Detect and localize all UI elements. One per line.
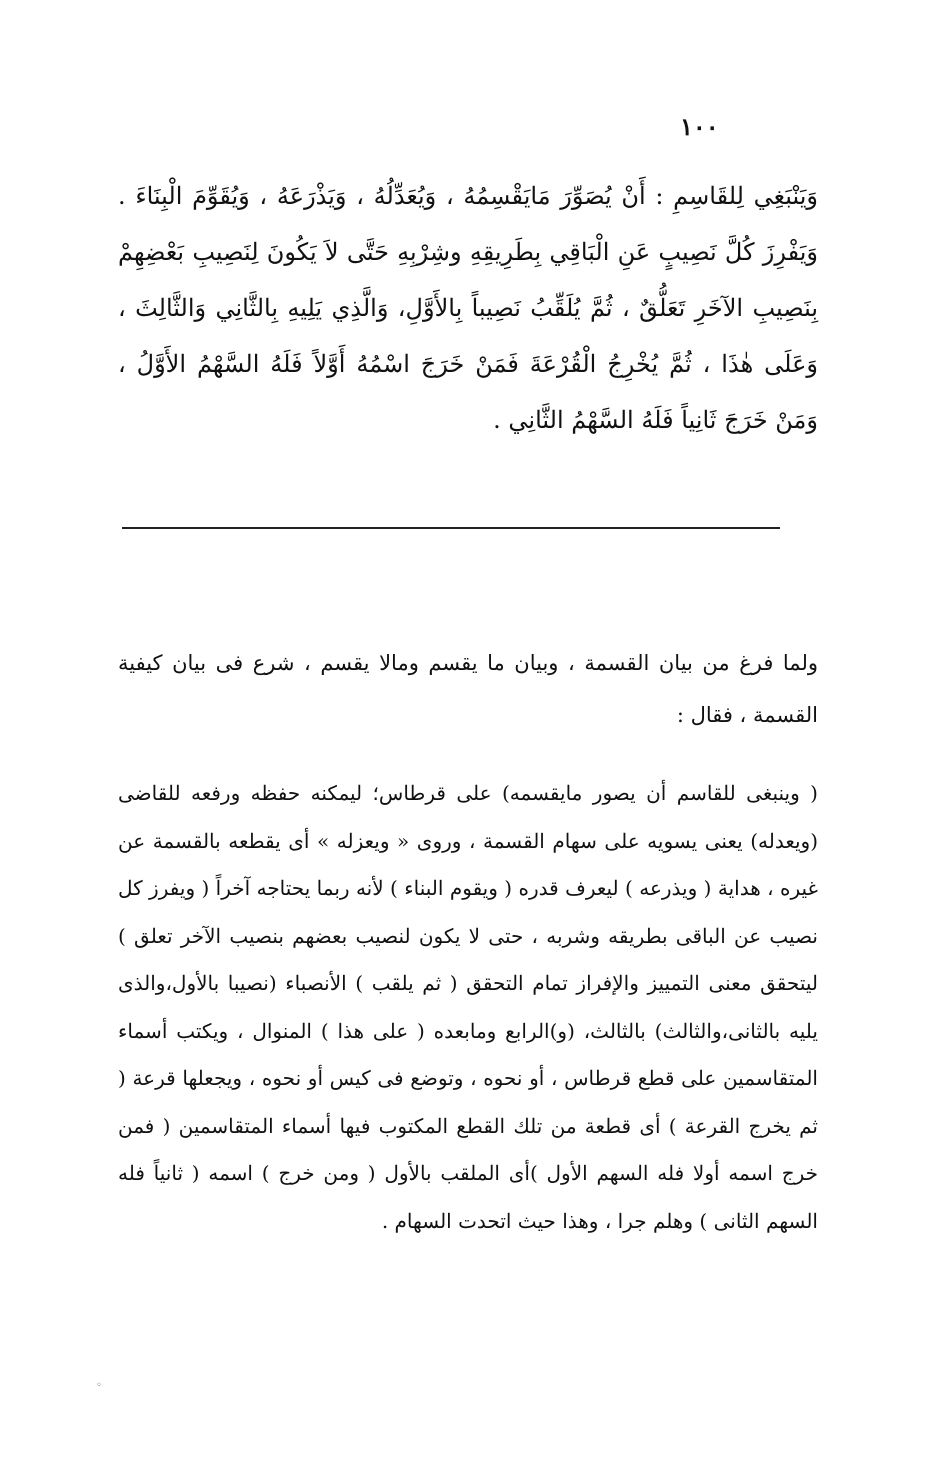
commentary-intro-paragraph: ولما فرغ من بيان القسمة ، وبيان ما يقسم ومالا يقسم ، شرع فى بيان كيفية القسمة ، فقال : [118, 651, 818, 727]
page-number: ١٠٠ [680, 112, 719, 141]
matn-paragraph: وَيَنْبَغِي لِلقَاسِمِ : أَنْ يُصَوِّرَ مَايَقْسِمُهُ ، وَيُعَدِّلُهُ ، وَيَذْرَعَهُ ، وَيُقَوِّمَ الْبِنَاءَ . وَيَفْرِزَ كُلَّ نَصِيبٍ عَنِ الْبَاقِي بِطَرِيقِهِ وشِرْبِهِ حَتَّى لاَ يَكُونَ لِنَصِيبِ بَعْضِهِمْ بِنَصِيبِ الآخَرِ تَعَلُّقٌ ، ثُمَّ يُلَقِّبُ نَصِيباً بِالأَوَّلِ، وَالَّذِي يَلِيهِ بِالثَّانِي وَالثَّالِثَ ، وَعَلَى هٰذَا ، ثُمَّ يُخْرِجُ الْقُرْعَةَ فَمَنْ خَرَجَ اسْمُهُ أَوَّلاً فَلَهُ السَّهْمُ الأَوَّلُ ، وَمَنْ خَرَجَ ثَانِياً فَلَهُ السَّهْمُ الثَّانِي . [118, 182, 818, 434]
commentary-paragraph: ( وينبغى للقاسم أن يصور مايقسمه) على قرطاس؛ ليمكنه حفظه ورفعه للقاضى (ويعدله) يعنى يسويه على سهام القسمة ، وروى « ويعزله » أى يقطعه بالقسمة عن غيره ، هداية ( ويذرعه ) ليعرف قدره ( ويقوم البناء ) لأنه ربما يحتاجه آخراً ( ويفرز كل نصيب عن الباقى بطريقه وشربه ، حتى لا يكون لنصيب بعضهم بنصيب الآخر تعلق ) ليتحقق معنى التمييز والإفراز تمام التحقق ( ثم يلقب ) الأنصباء (نصيبا بالأول،والذى يليه بالثانى،والثالث) بالثالث، (و)الرابع ومابعده ( على هذا ) المنوال ، ويكتب أسماء المتقاسمين على قطع قرطاس ، أو نحوه ، وتوضع فى كيس أو نحوه ، ويجعلها قرعة ( ثم يخرج القرعة ) أى قطعة من تلك القطع المكتوب فيها أسماء المتقاسمين ( فمن خرج اسمه أولا فله السهم الأول )أى الملقب بالأول ( ومن خرج ) اسمه ( ثانياً فله السهم الثانى ) وهلم جرا ، وهذا حيث اتحدت السهام . [118, 781, 818, 1233]
commentary-text [118, 770, 818, 1245]
main-text-matn [118, 168, 818, 448]
separator-rule [122, 527, 780, 529]
corner-mark: ◦ [96, 1380, 102, 1391]
commentary-intro [118, 637, 818, 741]
